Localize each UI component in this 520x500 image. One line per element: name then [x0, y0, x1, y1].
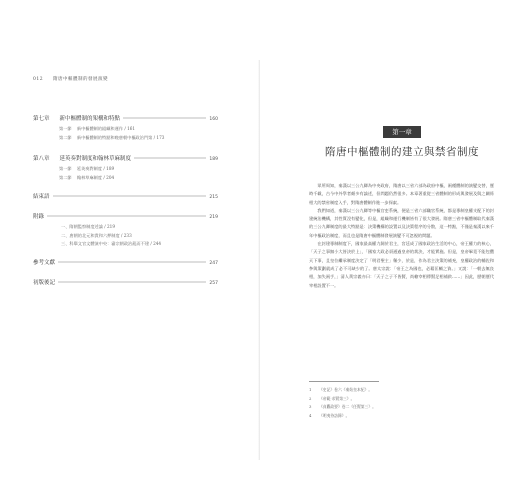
section-item: 第一節 新中樞體制的組織和運作 / 161 — [59, 126, 136, 131]
appendix-list — [61, 223, 218, 249]
appendix-item: 三、科舉文官文體演中央：審宗朝政治亂而不建 / 244 — [61, 241, 162, 246]
page-ref: 219 — [209, 215, 218, 220]
paragraph: 在封建專制制度下，國家最高權力歸於君主，宮廷成了國家政治生活的中心，帝王權力的核心，「天子之事無小大皆決於上」，「國家大政必須通過皇帝的裁決，才能實施。但是，皇帝畢竟不能包攬天下事，且皇位繼承制度決定了「明君聖主」稀少，於是，作為君主決策的補充，皇權政治的輔佐和參與策劃就成了必不可缺少的了。唐太宗說：「帝王之為國也，必藉匡輔之資。」又說：「一朝去無良相，加失兩手，」清人黃宗羲亦曰：「天子之子不皆賢，尚賴宰相傳賢足相補救……」因此，歷朝歷代宰相設置不一。 — [309, 241, 494, 288]
body-text — [309, 182, 494, 290]
page-ref: 160 — [209, 117, 218, 122]
chapter-label-box: 第一章 — [383, 126, 421, 138]
footnote: 2 《帝範·求賢第三》。 — [309, 395, 355, 401]
page-number: 012 — [33, 77, 44, 82]
chapter-heading: 隋唐中樞體制的建立與禁省制度 — [325, 146, 479, 158]
toc-conclusion: 結束語 215 — [33, 194, 218, 200]
section-list — [59, 125, 218, 142]
toc-postscript: 初版後記 257 — [33, 280, 218, 286]
paragraph: 眾所周知，秦漢以三公九卿為中央政府，隋唐以三省六部為政府中樞，兩種體制的演變交替，歷時千載，古今中外學者頗多有論述，但問題仍然很多。本章著重從三省體制的形成與發展及與之關係相大的禁省制度入手，對隋唐體制作進一步探索。 — [309, 183, 494, 205]
dot-leader — [58, 282, 206, 283]
page-ref: 215 — [209, 195, 218, 200]
running-head — [33, 76, 108, 82]
chapter-label: 第七章 — [33, 116, 50, 122]
section-list — [59, 165, 218, 182]
chapter-title: 新中樞體制的架構和特點 — [59, 116, 121, 122]
toc-chapter-7 — [33, 114, 218, 142]
page-ref: 189 — [209, 157, 218, 162]
appendix-item: 一、隋朝監察制度述論 / 219 — [61, 224, 116, 229]
dot-leader — [47, 216, 206, 217]
dot-leader — [123, 118, 206, 119]
dot-leader — [134, 158, 206, 159]
footnotes — [309, 386, 494, 420]
footnote-rule — [309, 381, 379, 382]
footnote: 1 《史記》卷六《秦始皇本紀》。 — [309, 387, 373, 392]
dot-leader — [58, 262, 206, 263]
page-ref: 257 — [209, 281, 218, 286]
paragraph: 我們知道，秦漢以三公九卿等中樞官吏系統，便是三省六部職官系統，都是專制皇權支配下的封建統治機構，其性質沒有變化，但是，組織和運行機制皆有了很大發展。隋唐三省中樞體制取代秦漢的三公九卿制度的最大特點是：決策機構的設置以及決策程序的分散，這一特點，不僅是秦漢以來千年中樞政治制度，而且也是隋唐中樞體制發展演變不可忽視的問題。 — [309, 207, 494, 238]
page-ref: 247 — [209, 261, 218, 266]
section-item: 第二節 翰林草麻制度 / 204 — [59, 174, 115, 180]
appendix-item: 二、唐朝的北元和貴和六押制度 / 233 — [61, 232, 132, 238]
toc-appendix: 附錄 219 一、隋朝監察制度述論 / 219 二、唐朝的北元和貴和六押制度 / 233 三、科舉文官文體演中央：審宗朝政治亂而不建 / 244 — [33, 212, 218, 249]
chapter-title: 延英奏對制度和翰林草麻制度 — [59, 156, 132, 162]
section-item: 第二節 新中樞體制的特點和晚唐朝中樞政治門第 / 173 — [59, 134, 165, 140]
section-item: 第一節 延英奏對制度 / 189 — [59, 166, 115, 171]
dot-leader — [53, 196, 207, 197]
toc-bibliography: 參考文獻 247 — [33, 260, 218, 266]
chapter-label: 第八章 — [33, 156, 50, 162]
book-title: 隋唐中樞體制的發展演變 — [53, 77, 109, 82]
toc-chapter-8 — [33, 154, 218, 182]
footnote: 4 《明夷待訪錄》。 — [309, 412, 350, 418]
footnote: 3 《貞觀政要》卷二《任賢第三》。 — [309, 404, 376, 409]
